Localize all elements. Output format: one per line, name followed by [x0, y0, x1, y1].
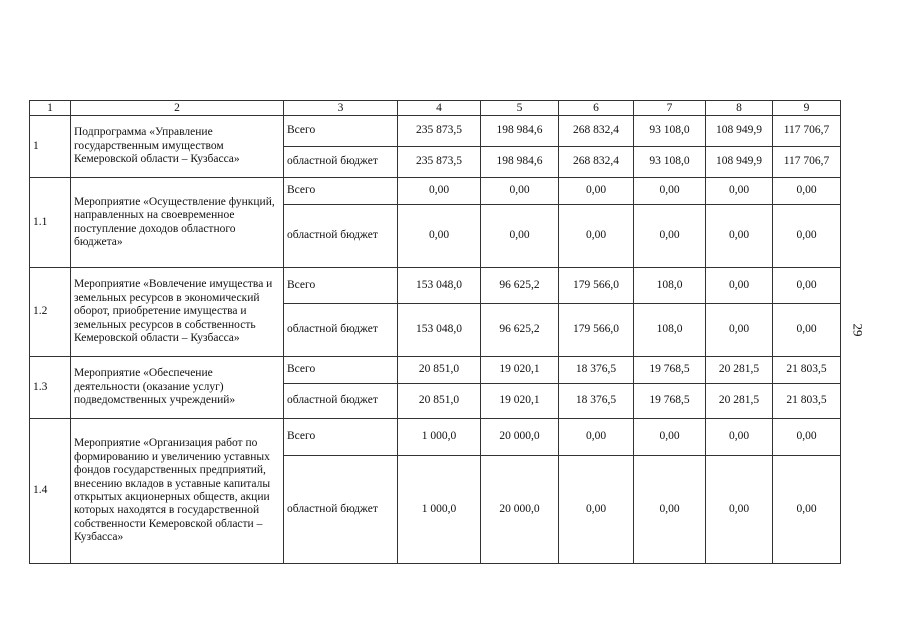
- table-cell: 19 768,5: [634, 384, 706, 419]
- source-label: областной бюджет: [284, 147, 398, 178]
- table-cell: 0,00: [773, 456, 841, 564]
- table-cell: 0,00: [634, 205, 706, 268]
- source-label: Всего: [284, 419, 398, 456]
- table-row: [30, 116, 841, 147]
- table-cell: 20 281,5: [706, 384, 773, 419]
- table-cell: 0,00: [559, 419, 634, 456]
- table-cell: 268 832,4: [559, 147, 634, 178]
- column-number: 1: [30, 101, 71, 116]
- table-cell: 21 803,5: [773, 384, 841, 419]
- table-cell: 0,00: [398, 178, 481, 205]
- table-cell: 0,00: [773, 268, 841, 304]
- table-cell: 0,00: [634, 456, 706, 564]
- item-description: Мероприятие «Организация работ по формированию и увеличению уставных фондов государственных предприятий, внесению вкладов в уставные капиталы открытых акционерных обществ, акции которых находятся в государственной собственности Кемеровской области – Кузбасса»: [71, 419, 284, 564]
- table-cell: 0,00: [773, 419, 841, 456]
- source-label: областной бюджет: [284, 205, 398, 268]
- table-cell: 96 625,2: [481, 304, 559, 357]
- table-cell: 0,00: [481, 178, 559, 205]
- table-cell: 18 376,5: [559, 384, 634, 419]
- budget-table: [29, 100, 841, 564]
- table-cell: 117 706,7: [773, 147, 841, 178]
- item-number: 1.1: [30, 178, 71, 268]
- source-label: Всего: [284, 357, 398, 384]
- table-cell: 0,00: [706, 304, 773, 357]
- column-number: 8: [706, 101, 773, 116]
- table-cell: 0,00: [634, 419, 706, 456]
- table-cell: 108,0: [634, 268, 706, 304]
- table-cell: 0,00: [706, 268, 773, 304]
- table-cell: 0,00: [706, 205, 773, 268]
- table-cell: 19 020,1: [481, 357, 559, 384]
- table-cell: 0,00: [559, 178, 634, 205]
- table-row: [30, 178, 841, 205]
- source-label: областной бюджет: [284, 384, 398, 419]
- table-cell: 1 000,0: [398, 419, 481, 456]
- table-cell: 0,00: [559, 205, 634, 268]
- table-cell: 93 108,0: [634, 116, 706, 147]
- page-number: 29: [850, 323, 866, 337]
- table-cell: 153 048,0: [398, 304, 481, 357]
- source-label: областной бюджет: [284, 456, 398, 564]
- item-description: Мероприятие «Вовлечение имущества и земельных ресурсов в экономический оборот, приобретение имущества и земельных ресурсов в собственность Кемеровской области – Кузбасса»: [71, 268, 284, 357]
- table-cell: 108 949,9: [706, 147, 773, 178]
- table-cell: 18 376,5: [559, 357, 634, 384]
- table-cell: 1 000,0: [398, 456, 481, 564]
- column-number: 6: [559, 101, 634, 116]
- table-cell: 0,00: [398, 205, 481, 268]
- table-cell: 198 984,6: [481, 116, 559, 147]
- table-cell: 235 873,5: [398, 116, 481, 147]
- table-cell: 0,00: [706, 178, 773, 205]
- table-cell: 93 108,0: [634, 147, 706, 178]
- column-number: 2: [71, 101, 284, 116]
- table-row: [30, 357, 841, 384]
- item-number: 1.3: [30, 357, 71, 419]
- table-cell: 0,00: [559, 456, 634, 564]
- table-cell: 20 000,0: [481, 419, 559, 456]
- table-cell: 268 832,4: [559, 116, 634, 147]
- table-cell: 179 566,0: [559, 268, 634, 304]
- table-cell: 0,00: [634, 178, 706, 205]
- column-number-row: [30, 101, 841, 116]
- table-row: [30, 419, 841, 456]
- table-cell: 108 949,9: [706, 116, 773, 147]
- table-cell: 0,00: [706, 419, 773, 456]
- item-description: Мероприятие «Осуществление функций, направленных на своевременное поступление доходов областного бюджета»: [71, 178, 284, 268]
- column-number: 4: [398, 101, 481, 116]
- source-label: Всего: [284, 268, 398, 304]
- table-cell: 153 048,0: [398, 268, 481, 304]
- table-cell: 235 873,5: [398, 147, 481, 178]
- table-cell: 0,00: [773, 205, 841, 268]
- table-cell: 0,00: [706, 456, 773, 564]
- table-cell: 20 851,0: [398, 357, 481, 384]
- table-cell: 0,00: [481, 205, 559, 268]
- table-cell: 19 020,1: [481, 384, 559, 419]
- table-cell: 20 851,0: [398, 384, 481, 419]
- table-cell: 20 281,5: [706, 357, 773, 384]
- table-cell: 179 566,0: [559, 304, 634, 357]
- table-cell: 0,00: [773, 304, 841, 357]
- table-cell: 19 768,5: [634, 357, 706, 384]
- column-number: 7: [634, 101, 706, 116]
- source-label: областной бюджет: [284, 304, 398, 357]
- table-cell: 108,0: [634, 304, 706, 357]
- table-cell: 117 706,7: [773, 116, 841, 147]
- item-number: 1.4: [30, 419, 71, 564]
- table-cell: 96 625,2: [481, 268, 559, 304]
- column-number: 9: [773, 101, 841, 116]
- table-cell: 20 000,0: [481, 456, 559, 564]
- source-label: Всего: [284, 116, 398, 147]
- item-description: Подпрограмма «Управление государственным имуществом Кемеровской области – Кузбасса»: [71, 116, 284, 178]
- item-number: 1: [30, 116, 71, 178]
- table-cell: 198 984,6: [481, 147, 559, 178]
- table-cell: 0,00: [773, 178, 841, 205]
- item-description: Мероприятие «Обеспечение деятельности (оказание услуг) подведомственных учреждений»: [71, 357, 284, 419]
- source-label: Всего: [284, 178, 398, 205]
- table-row: [30, 268, 841, 304]
- column-number: 5: [481, 101, 559, 116]
- table-cell: 21 803,5: [773, 357, 841, 384]
- item-number: 1.2: [30, 268, 71, 357]
- column-number: 3: [284, 101, 398, 116]
